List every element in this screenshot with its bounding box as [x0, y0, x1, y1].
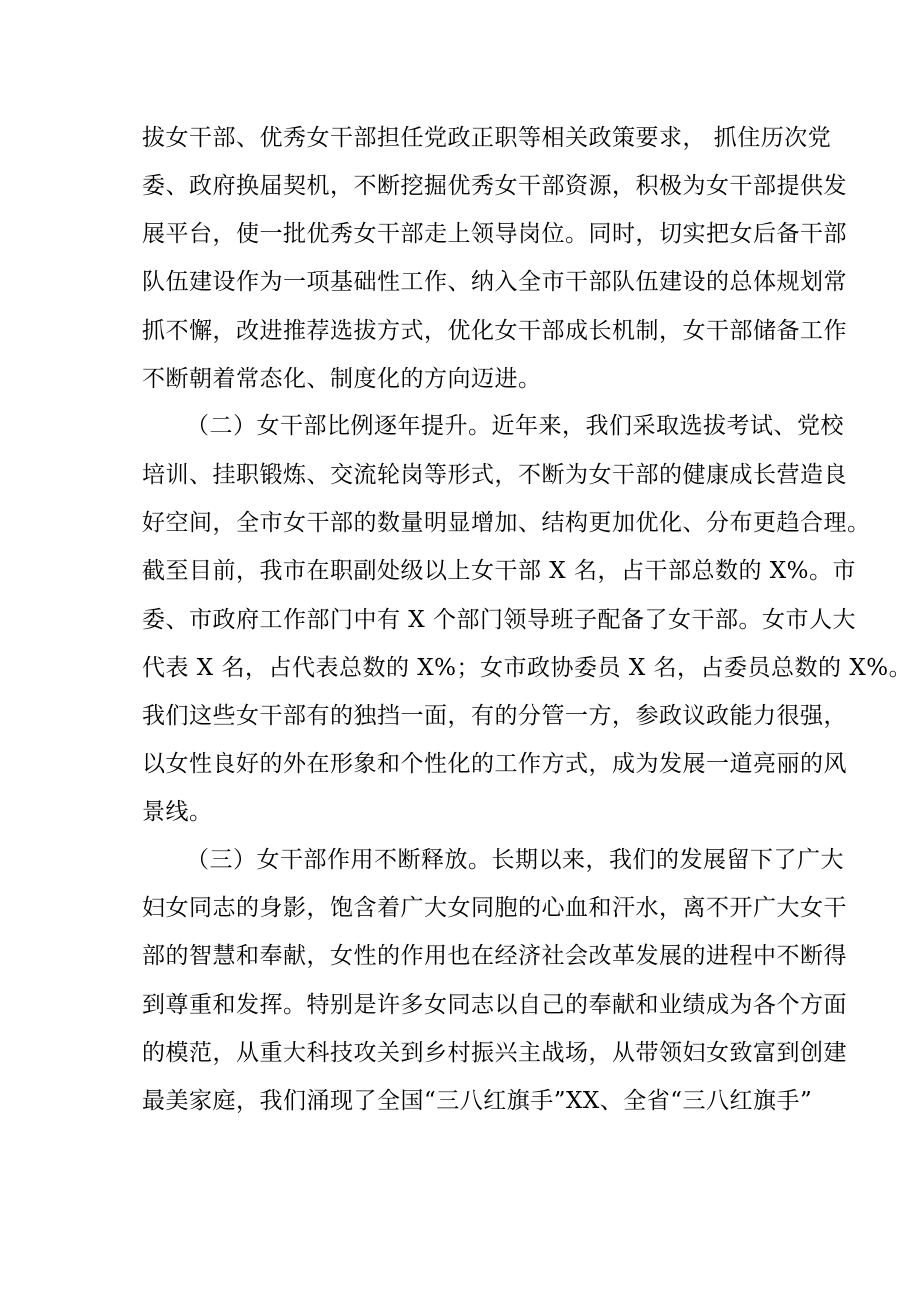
text-line: 拔女干部、优秀女干部担任党政正职等相关政策要求， 抓住历次党	[142, 125, 832, 151]
text-line: 培训、挂职锻炼、交流轮岗等形式，不断为女干部的健康成长营造良	[142, 462, 847, 488]
text-line: 好空间，全市女干部的数量明显增加、结构更加优化、分布更趋合理。	[142, 510, 871, 536]
text-line: 委、政府换届契机，不断挖掘优秀女干部资源，积极为女干部提供发	[142, 173, 847, 199]
text-line: 我们这些女干部有的独挡一面，有的分管一方，参政议政能力很强，	[142, 703, 847, 729]
text-line: 队伍建设作为一项基础性工作、纳入全市干部队伍建设的总体规划常	[142, 269, 847, 295]
text-line: 妇女同志的身影，饱含着广大女同胞的心血和汗水，离不开广大女干	[142, 895, 847, 921]
text-line: 以女性良好的外在形象和个性化的工作方式，成为发展一道亮丽的风	[142, 751, 847, 777]
text-line: 委、市政府工作部门中有 X 个部门领导班子配备了女干部。女市人大	[142, 607, 856, 633]
text-line: 到尊重和发挥。特别是许多女同志以自己的奉献和业绩成为各个方面	[142, 992, 847, 1018]
paragraph-heading-line: （二）女干部比例逐年提升。近年来，我们采取选拔考试、党校	[186, 413, 844, 439]
text-line: 抓不懈，改进推荐选拔方式，优化女干部成长机制，女干部储备工作	[142, 318, 847, 344]
text-line: 部的智慧和奉献，女性的作用也在经济社会改革发展的进程中不断得	[142, 943, 847, 969]
text-line: 景线。	[142, 799, 213, 825]
text-line: 截至目前，我市在职副处级以上女干部 X 名，占干部总数的 X%。市	[142, 558, 857, 584]
text-line: 最美家庭，我们涌现了全国“三八红旗手”XX、全省“三八红旗手”	[142, 1088, 813, 1114]
text-line: 的模范，从重大科技攻关到乡村振兴主战场，从带领妇女致富到创建	[142, 1040, 847, 1066]
text-line: 展平台，使一批优秀女干部走上领导岗位。同时，切实把女后备干部	[142, 221, 847, 247]
text-line: 不断朝着常态化、制度化的方向迈进。	[142, 366, 542, 392]
text-line: 代表 X 名，占代表总数的 X%；女市政协委员 X 名，占委员总数的 X%。	[142, 655, 913, 681]
paragraph-heading-line: （三）女干部作用不断释放。长期以来，我们的发展留下了广大	[186, 847, 844, 873]
